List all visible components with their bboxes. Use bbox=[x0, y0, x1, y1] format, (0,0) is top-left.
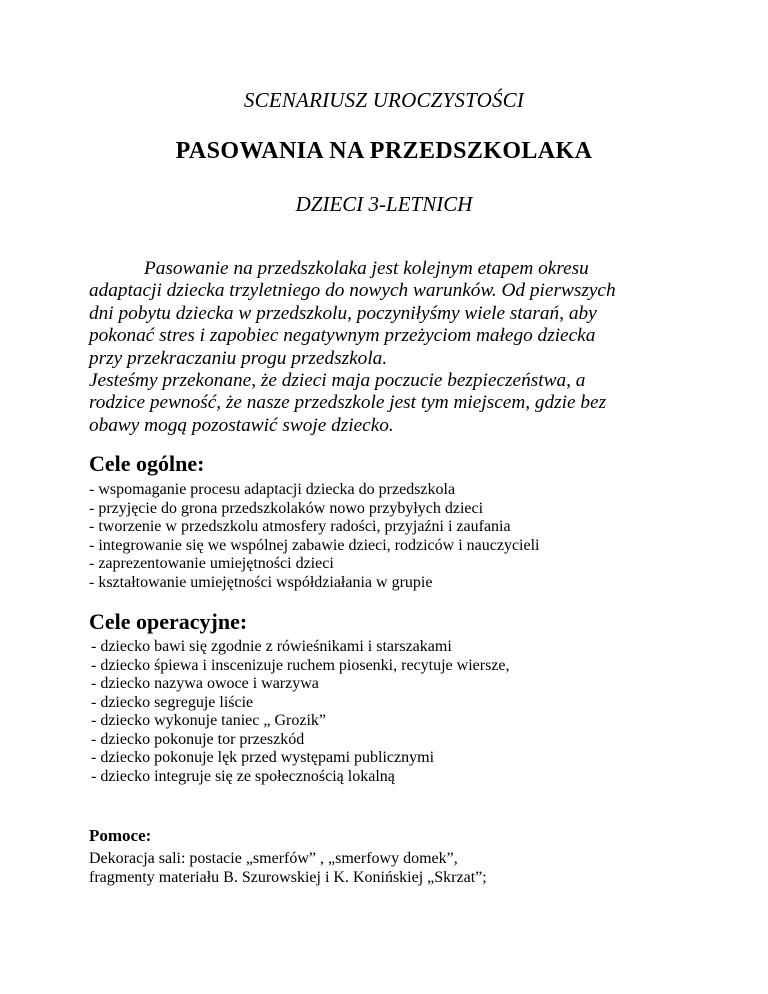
operational-goals-heading: Cele operacyjne: bbox=[89, 609, 248, 634]
general-goal-item: - wspomaganie procesu adaptacji dziecka do przedszkola bbox=[89, 481, 456, 498]
intro-line: pokonać stres i zapobiec negatywnym przeżyciom małego dziecka bbox=[89, 325, 596, 347]
operational-goal-item: - dziecko bawi się zgodnie z rówieśnikami i starszakami bbox=[91, 638, 452, 655]
operational-goal-item: - dziecko pokonuje lęk przed występami publicznymi bbox=[91, 749, 435, 766]
document-title-line-1: SCENARIUSZ UROCZYSTOŚCI bbox=[243, 88, 525, 112]
aids-line: Dekoracja sali: postacie „smerfów” , „smerfowy domek”, bbox=[89, 850, 458, 867]
intro-line: Pasowanie na przedszkolaka jest kolejnym etapem okresu bbox=[144, 258, 589, 279]
intro-line: przy przekraczaniu progu przedszkola. bbox=[89, 347, 388, 369]
operational-goals-list bbox=[91, 638, 510, 786]
general-goal-item: - kształtowanie umiejętności współdziałania w grupie bbox=[89, 573, 433, 591]
intro-line: obawy mogą pozostawić swoje dziecko. bbox=[89, 414, 394, 436]
aids-text bbox=[89, 850, 487, 887]
general-goal-item: - przyjęcie do grona przedszkolaków nowo przybyłych dzieci bbox=[89, 499, 484, 517]
intro-line: dni pobytu dziecka w przedszkolu, poczyniłyśmy wiele starań, aby bbox=[89, 302, 597, 324]
operational-goal-item: - dziecko nazywa owoce i warzywa bbox=[91, 675, 319, 692]
aids-heading: Pomoce: bbox=[89, 826, 152, 845]
intro-paragraph bbox=[89, 258, 729, 437]
document-title-line-3: DZIECI 3-LETNICH bbox=[295, 192, 473, 216]
operational-goal-item: - dziecko integruje się ze społecznością lokalną bbox=[91, 767, 395, 785]
document-title-line-2: PASOWANIA NA PRZEDSZKOLAKA bbox=[175, 138, 593, 164]
intro-line: Jesteśmy przekonane, że dzieci maja poczucie bezpieczeństwa, a bbox=[89, 370, 586, 392]
general-goal-item: - integrowanie się we wspólnej zabawie dzieci, rodziców i nauczycieli bbox=[89, 536, 540, 554]
general-goals-list bbox=[89, 481, 539, 592]
operational-goal-item: - dziecko śpiewa i inscenizuje ruchem piosenki, recytuje wiersze, bbox=[91, 656, 510, 674]
general-goal-item: - zaprezentowanie umiejętności dzieci bbox=[89, 555, 334, 572]
aids-line: fragmenty materiału B. Szurowskiej i K. Konińskiej „Skrzat”; bbox=[89, 868, 487, 886]
intro-line: adaptacji dziecka trzyletniego do nowych warunków. Od pierwszych bbox=[89, 280, 616, 302]
intro-line: rodzice pewność, że nasze przedszkole jest tym miejscem, gdzie bez bbox=[89, 392, 607, 414]
operational-goal-item: - dziecko wykonuje taniec „ Grozik” bbox=[91, 712, 327, 729]
operational-goal-item: - dziecko segreguje liście bbox=[91, 693, 254, 711]
general-goal-item: - tworzenie w przedszkolu atmosfery radości, przyjaźni i zaufania bbox=[89, 518, 511, 535]
general-goals-heading: Cele ogólne: bbox=[89, 451, 205, 476]
operational-goal-item: - dziecko pokonuje tor przeszkód bbox=[91, 730, 305, 748]
